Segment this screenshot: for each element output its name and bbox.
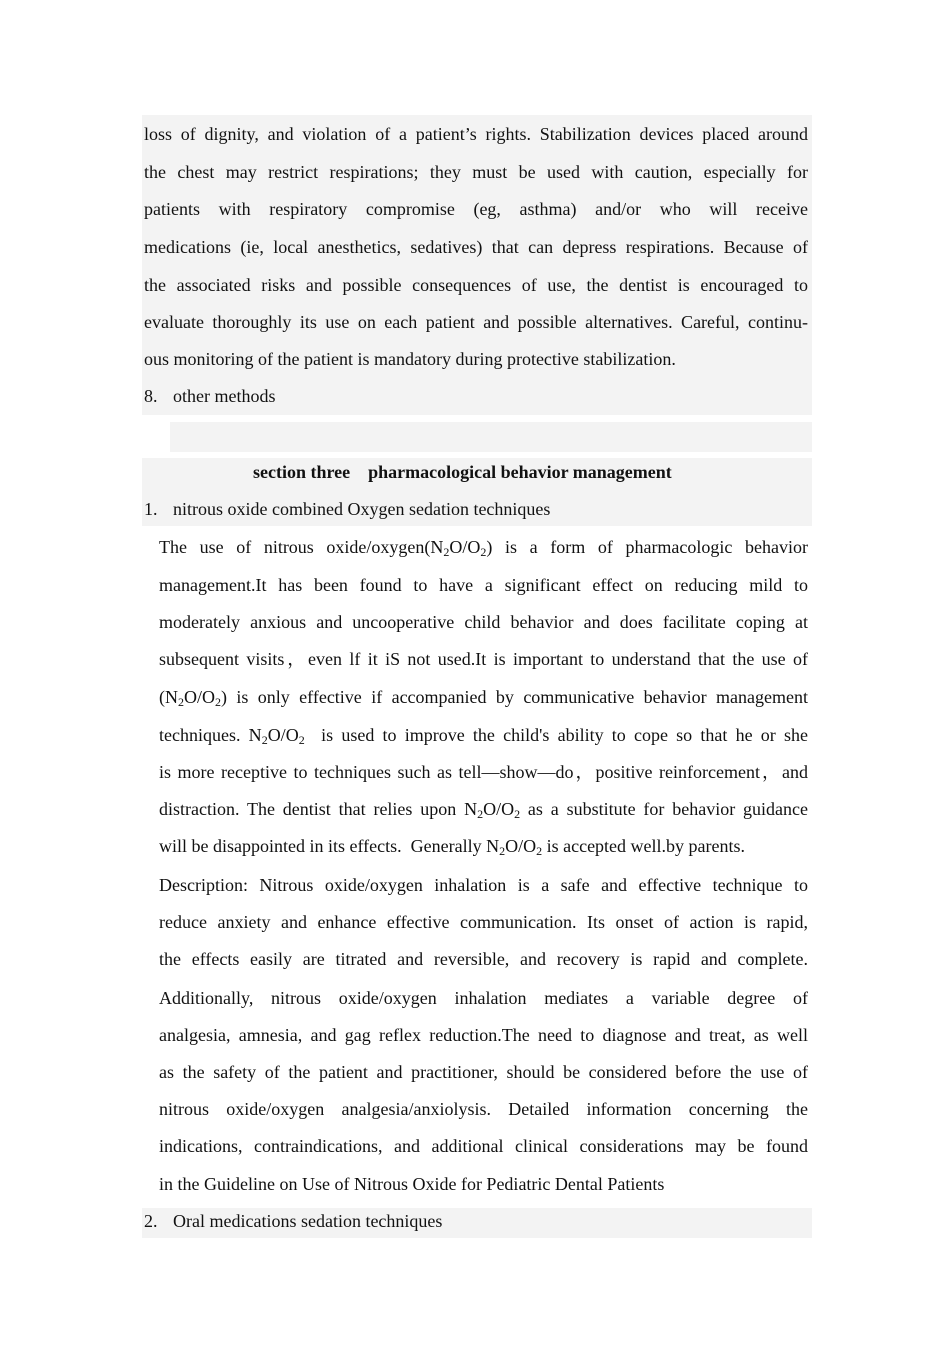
para2-line-6: as the safety of the patient and practitioner, should be considered before the use of [159, 1062, 808, 1082]
block1-line-2: the chest may restrict respirations; they must be used with caution, especially for [144, 162, 808, 182]
para1-line-9: will be disappointed in its effects. Generally $N_2O/O_2$ is accepted well.by parents. [159, 836, 746, 858]
list-item-2 [144, 1210, 442, 1232]
para1-line-8: distraction. The dentist that relies upon $N_2O/O_2$ as a substitute for behavior guidance [159, 799, 808, 821]
shaded-block-1 [142, 115, 812, 415]
list-item-text: Oral medications sedation techniques [173, 1211, 443, 1231]
list-number: 8. [144, 386, 158, 406]
list-item-8 [144, 385, 275, 407]
para1-line-1: The use of nitrous oxide/$oxygen(N_2O/O_2)$ is a form of pharmacologic behavior [159, 537, 808, 559]
para1-line-4: subsequent visits，even lf it iS not used.It is important to understand that the use of [159, 649, 808, 669]
block1-line-3: patients with respiratory compromise (eg, asthma) and/or who will receive [144, 199, 808, 219]
para1-line-2: management.It has been found to have a significant effect on reducing mild to [159, 575, 808, 595]
para1-line-6: techniques. $N_2O/O_2$ is used to improve the child's ability to cope so that he or she [159, 725, 808, 747]
para2-line-7: nitrous oxide/oxygen analgesia/anxiolysis. Detailed information concerning the [159, 1099, 808, 1119]
para2-line-1: Description: Nitrous oxide/oxygen inhalation is a safe and effective technique to [159, 875, 808, 895]
section-heading: section three pharmacological behavior management [253, 462, 672, 482]
list-number: 1. [144, 499, 158, 519]
block1-line-1: loss of dignity, and violation of a patient’s rights. Stabilization devices placed around [144, 124, 808, 144]
list-item-text: nitrous oxide combined Oxygen sedation techniques [173, 499, 551, 519]
para1-line-5: $(N_2O/O_2)$ is only effective if accompanied by communicative behavior management [159, 687, 808, 709]
para2-line-9: in the Guideline on Use of Nitrous Oxide for Pediatric Dental Patients [159, 1174, 665, 1194]
list-item-1 [144, 498, 550, 520]
list-item-text: other methods [173, 386, 276, 406]
para2-line-4: Additionally, nitrous oxide/oxygen inhalation mediates a variable degree of [159, 988, 808, 1008]
block1-line-6: evaluate thoroughly its use on each patient and possible alternatives. Careful, continu- [144, 312, 808, 332]
para2-line-3: the effects easily are titrated and reversible, and recovery is rapid and complete. [159, 949, 808, 969]
block1-line-7: ous monitoring of the patient is mandatory during protective stabilization. [144, 349, 676, 369]
para2-line-5: analgesia, amnesia, and gag reflex reduction.The need to diagnose and treat, as well [159, 1025, 808, 1045]
para2-line-8: indications, contraindications, and additional clinical considerations may be found [159, 1136, 808, 1156]
block1-line-4: medications (ie, local anesthetics, sedatives) that can depress respirations. Because of [144, 237, 808, 257]
para2-line-2: reduce anxiety and enhance effective communication. Its onset of action is rapid, [159, 912, 808, 932]
block1-line-5: the associated risks and possible consequences of use, the dentist is encouraged to [144, 275, 808, 295]
para1-line-3: moderately anxious and uncooperative child behavior and does facilitate coping at [159, 612, 808, 632]
list-number: 2. [144, 1211, 158, 1231]
shaded-empty-line [170, 422, 812, 452]
para1-line-7: is more receptive to techniques such as tell—show—do，positive reinforcement，and [159, 762, 808, 782]
